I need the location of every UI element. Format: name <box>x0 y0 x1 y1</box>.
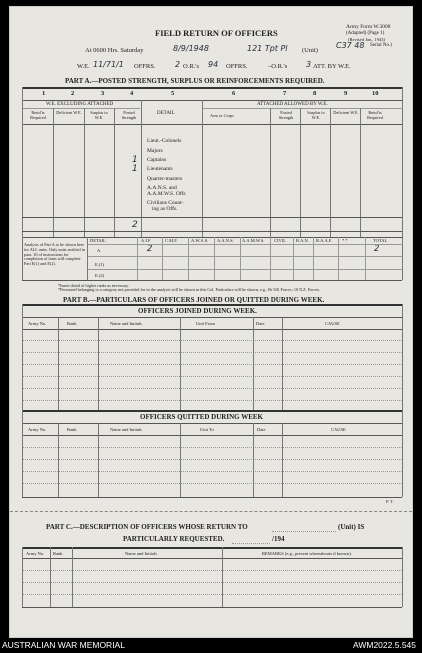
row-rule <box>22 558 402 559</box>
row-rule <box>22 388 402 389</box>
col-rule <box>188 237 189 280</box>
col-header: Deficient W.E. <box>333 110 359 115</box>
col-header: Reinf'ts Required <box>367 110 383 120</box>
row-rule <box>22 400 402 401</box>
row-rule <box>22 607 402 608</box>
ors-label: O.R.'s <box>183 63 199 70</box>
part-c-heading-1: PART C.—DESCRIPTION OF OFFICERS WHOSE RETURN TO <box>46 523 248 531</box>
captains-posted: 1 <box>132 155 138 165</box>
analysis-col-header: R.A.A.F. <box>316 238 333 243</box>
col-header: Posted Strength <box>278 110 294 120</box>
row-rule <box>22 217 402 218</box>
analysis-row-label: A. <box>97 248 102 253</box>
col-rule <box>162 237 163 280</box>
ors-label-2: –O.R.'s <box>268 63 288 70</box>
footnote-2: *Personnel belonging to a category not provided for in the analysis will be shown in this Col. Particulars will be shown, e.g., Br UK Forces; 10 N.Z. Forces. <box>58 287 321 292</box>
part-a-heading: PART A.—POSTED STRENGTH, SURPLUS OR REINFORCEMENTS REQUIRED. <box>65 77 325 85</box>
row-rule <box>22 459 402 460</box>
row-rule <box>87 269 402 270</box>
at-label: At 0600 Hrs. Saturday <box>85 47 144 54</box>
analysis-col-header: DETAIL <box>90 238 106 243</box>
part-a-rule <box>22 87 402 89</box>
analysis-col-header: * * <box>342 238 348 243</box>
analysis-col-header: CIVIL <box>274 238 286 243</box>
col-rule <box>402 410 403 497</box>
col-number: 8 <box>313 90 317 97</box>
analysis-col-header: C.M.F. <box>165 238 178 243</box>
col-rule <box>72 547 73 607</box>
col-rule <box>282 317 283 410</box>
rank-label: Quarter-masters <box>147 176 183 182</box>
col-number: 6 <box>232 90 236 97</box>
we-value: 11/71/1 <box>93 60 124 69</box>
row-rule <box>22 594 402 595</box>
col-rule <box>98 317 99 410</box>
analysis-row-label: E.(2) <box>95 273 105 278</box>
perforation-line <box>10 511 412 512</box>
part-b-heading: PART B.—PARTICULARS OF OFFICERS JOINED OR QUITTED DURING WEEK. <box>63 296 325 304</box>
offrs-label: OFFRS. <box>134 63 156 70</box>
col-rule <box>22 410 23 497</box>
unit-value: 121 Tpt Pl <box>247 44 288 53</box>
row-rule <box>22 447 402 448</box>
col-rule <box>58 317 59 410</box>
rank-label: Lieutenants <box>147 166 173 172</box>
aif-value: 2 <box>147 244 153 254</box>
rank-label: A.A.N.S. and <box>147 185 177 191</box>
col-rule <box>338 237 339 280</box>
pto-label: P. T. <box>386 499 394 504</box>
col-number: 5 <box>171 90 175 97</box>
joined-col-header: CAUSE <box>325 321 340 326</box>
col-rule <box>22 237 23 280</box>
row-rule <box>22 340 402 341</box>
part-c-date-suffix: /194 <box>272 535 285 543</box>
row-rule <box>22 471 402 472</box>
col-rule <box>402 547 403 607</box>
detail-label: DETAIL <box>157 111 175 116</box>
joined-col-header: Army No. <box>28 321 47 326</box>
col-rule <box>137 237 138 280</box>
footnote-1: *Insert detail of higher ranks as necessary. <box>58 283 130 288</box>
section-rule <box>22 547 402 549</box>
rank-label: Civilians Count- <box>147 200 184 206</box>
rank-label: ing as Offs. <box>152 206 178 212</box>
col-header: Posted Strength <box>121 110 137 120</box>
form-title: FIELD RETURN OF OFFICERS <box>155 28 278 38</box>
rank-label: Majors <box>147 148 163 154</box>
col-number: 10 <box>372 90 379 97</box>
col-rule <box>282 423 283 497</box>
part-c-col-header: Name and Initials <box>125 551 157 556</box>
part-c-col-header: Army No. <box>26 551 45 556</box>
form-sheet <box>9 6 413 638</box>
revised-label: (Revised Jan., 1943) <box>348 37 385 42</box>
section-rule <box>22 304 402 306</box>
lieutenants-posted: 1 <box>132 164 138 174</box>
row-rule <box>22 329 402 330</box>
total-value: 2 <box>374 244 380 254</box>
rank-label: Captains <box>147 157 167 163</box>
army-form-label: Army Form W.3008 <box>346 24 391 30</box>
analysis-col-header: R.A.N. <box>296 238 309 243</box>
rank-label: A.A.M.W.S. Offs <box>147 191 186 197</box>
quitted-title: OFFICERS QUITTED DURING WEEK <box>140 413 263 421</box>
quitted-col-header: Rank <box>67 427 77 432</box>
row-rule <box>22 100 402 101</box>
quitted-col-header: Name and Initials <box>110 427 142 432</box>
archive-name: AUSTRALIAN WAR MEMORIAL <box>2 640 125 650</box>
col-number: 2 <box>71 90 75 97</box>
offrs-label-2: OFFRS. <box>226 63 248 70</box>
row-rule <box>22 376 402 377</box>
col-rule <box>253 423 254 497</box>
quitted-col-header: Date <box>257 427 266 432</box>
offrs-value: 2 <box>175 60 181 69</box>
col-header: Arm or Corps <box>210 113 234 118</box>
att-value: 3 <box>306 60 312 69</box>
row-rule <box>22 423 402 424</box>
att-label: ATT. BY W.E. <box>313 63 351 70</box>
analysis-col-header: A.A.N.S. <box>217 238 234 243</box>
part-c-col-header: Rank <box>53 551 63 556</box>
col-rule <box>313 237 314 280</box>
col-rule <box>402 237 403 280</box>
unit-blank <box>272 531 336 532</box>
analysis-col-header: TOTAL <box>373 238 388 243</box>
date-blank <box>232 543 270 544</box>
col-rule <box>22 304 23 410</box>
col-rule <box>253 317 254 410</box>
row-rule <box>22 570 402 571</box>
we-label: W.E. <box>77 63 90 70</box>
row-rule <box>22 497 402 498</box>
row-rule <box>87 244 402 245</box>
col-header: Reinf'ts Required <box>30 110 46 120</box>
quitted-col-header: Army No. <box>28 427 47 432</box>
we-excluding-label: W.E. EXCLUDING ATTACHED <box>46 102 114 107</box>
joined-col-header: Rank <box>67 321 77 326</box>
col-header: Surplus to W.E. <box>307 110 325 120</box>
row-rule <box>22 364 402 365</box>
rank-label: Lieut.-Colonels <box>147 138 182 144</box>
attached-allowed-label: ATTACHED ALLOWED BY W.E. <box>257 102 328 107</box>
ors-value: 94 <box>208 60 219 69</box>
date-value: 8/9/1948 <box>173 44 209 53</box>
col-number: 7 <box>283 90 287 97</box>
col-rule <box>58 423 59 497</box>
row-rule <box>22 352 402 353</box>
joined-title: OFFICERS JOINED DURING WEEK. <box>138 307 257 315</box>
col-rule <box>180 423 181 497</box>
row-rule <box>22 124 402 125</box>
unit-label: (Unit) <box>302 47 318 54</box>
row-rule <box>22 231 402 232</box>
quitted-col-header: Unit To <box>200 427 214 432</box>
row-rule <box>22 483 402 484</box>
row-rule <box>202 108 402 109</box>
serial-no-value: C37 48 <box>336 41 365 50</box>
quitted-col-header: CAUSE <box>331 427 346 432</box>
archive-id: AWM2022.5.545 <box>353 640 416 650</box>
col-rule <box>50 547 51 607</box>
row-rule <box>87 256 402 257</box>
col-rule <box>240 237 241 280</box>
analysis-row-label: E.(1) <box>95 262 105 267</box>
analysis-col-header: A.I.F. <box>141 238 152 243</box>
row-rule <box>22 280 402 281</box>
adapted-label: (Adapted) (Page 1) <box>346 31 385 36</box>
col-rule <box>402 304 403 410</box>
row-rule <box>22 108 140 109</box>
col-rule <box>180 317 181 410</box>
col-rule <box>293 237 294 280</box>
joined-col-header: Date <box>256 321 265 326</box>
row-rule <box>22 582 402 583</box>
col-rule <box>98 423 99 497</box>
col-number: 9 <box>344 90 348 97</box>
col-header: Deficient W.E. <box>56 110 82 115</box>
col-rule <box>402 87 403 237</box>
part-c-col-header: REMARKS (e.g., present whereabouts if known). <box>262 551 352 556</box>
col-rule <box>214 237 215 280</box>
archive-footer <box>0 638 422 653</box>
col-header: Surplus to W.E. <box>90 110 108 120</box>
col-rule <box>270 237 271 280</box>
joined-col-header: Name and Initials <box>110 321 142 326</box>
total-posted: 2 <box>132 220 138 230</box>
row-rule <box>22 435 402 436</box>
col-number: 1 <box>42 90 46 97</box>
analysis-col-header: A.A.M.W.S. <box>242 238 265 243</box>
col-rule <box>365 237 366 280</box>
row-rule <box>22 317 402 318</box>
col-rule <box>222 547 223 607</box>
section-rule <box>22 410 402 412</box>
analysis-note: Analysis of Part A to be shown here for ALL units. Only units notified in para. 10 of instructions for completion of form will complete Part E(1) and E(2). <box>24 242 85 267</box>
part-c-unit-label: (Unit) IS <box>338 523 365 531</box>
col-rule <box>87 237 88 280</box>
col-rule <box>22 87 23 237</box>
col-number: 3 <box>101 90 105 97</box>
col-number: 4 <box>130 90 134 97</box>
col-rule <box>22 547 23 607</box>
analysis-col-header: A.W.A.S. <box>191 238 209 243</box>
serial-no-label: Serial No.) <box>370 43 392 48</box>
part-c-heading-2: PARTICULARLY REQUESTED. <box>123 535 225 543</box>
joined-col-header: Unit From <box>196 321 215 326</box>
